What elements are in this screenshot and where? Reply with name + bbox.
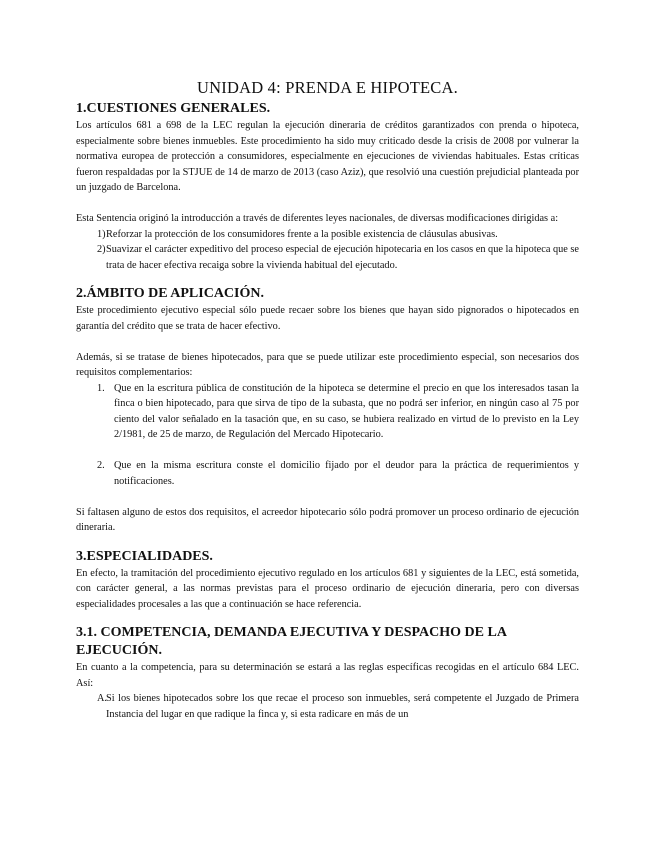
list-marker: A. (97, 693, 108, 704)
list-marker: 2) (97, 244, 106, 255)
document-page (76, 78, 579, 722)
list-item-text: Que en la escritura pública de constitución de la hipoteca se determine el precio en que los interesados tasan la finca o bien hipotecado, para que sirva de tipo de la subasta, que no podrá ser inferior, en ningún caso al 75 por ciento del valor señalado en la tasación que, en su caso, se hubiera realizado en virtud de lo previsto en la Ley 2/1981, de 25 de marzo, de Regulación del Mercado Hipotecario. (114, 382, 579, 440)
list-marker: 1) (97, 228, 106, 240)
paragraph: Este procedimiento ejecutivo especial sólo puede recaer sobre los bienes que hayan sido pignorados o hipotecados en garantía del crédito que se trata de hacer efectivo. (76, 305, 579, 332)
paragraph: En cuanto a la competencia, para su determinación se estará a las reglas específicas recogidas en el artículo 684 LEC. Así: (76, 662, 579, 689)
paragraph: Esta Sentencia originó la introducción a través de diferentes leyes nacionales, de diversas modificaciones dirigidas a: (76, 213, 559, 224)
list-marker: 2. (97, 460, 105, 471)
lettered-list (76, 691, 579, 722)
list-item-text: Suavizar el carácter expeditivo del proceso especial de ejecución hipotecaria en los casos en que la hipoteca que se trata de hacer efectiva recaiga sobre la vivienda habitual del ejecutado. (106, 244, 579, 271)
paragraph: En efecto, la tramitación del procedimiento ejecutivo regulado en los artículos 681 y siguientes de la LEC, está sometida, con carácter general, a las normas previstas para el proceso ordinario de ejecución dineraria, pero con diversas especialidades procesales a las que a continuación se hace referencia. (76, 567, 579, 610)
list-item (76, 242, 579, 273)
numbered-list (76, 227, 579, 274)
paragraph: Si faltasen alguno de estos dos requisitos, el acreedor hipotecario sólo podrá promover un proceso ordinario de ejecución dineraria. (76, 506, 579, 533)
paragraph: Los artículos 681 a 698 de la LEC regulan la ejecución dineraria de créditos garantizados con prenda o hipoteca, especialmente sobre bienes inmuebles. Este procedimiento ha sido muy criticado desde la crisis de 2008 por vulnerar la normativa europea de protección a consumidores, especialmente en ejecuciones de viviendas habituales. Estas críticas fueron respaldadas por la STJUE de 14 de marzo de 2013 (caso Aziz), que resolvió una cuestión prejudicial planteada por un juzgado de Barcelona. (76, 120, 579, 193)
section-heading-especialidades: 3.ESPECIALIDADES. (76, 548, 213, 564)
paragraph: Además, si se tratase de bienes hipotecados, para que se puede utilizar este procedimiento especial, son necesarios dos requisitos complementarios: (76, 351, 579, 378)
list-item-text: Si los bienes hipotecados sobre los que recae el proceso son inmuebles, será competente el Juzgado de Primera Instancia del lugar en que radique la finca y, si esta radicare en más de un (106, 693, 579, 720)
list-item-text: Reforzar la protección de los consumidores frente a la posible existencia de cláusulas abusivas. (106, 228, 498, 240)
list-marker: 1. (97, 382, 105, 394)
list-item-text: Que en la misma escritura conste el domicilio fijado por el deudor para la práctica de requerimientos y notificaciones. (114, 460, 579, 487)
page-title: UNIDAD 4: PRENDA E HIPOTECA. (197, 78, 458, 97)
numbered-list (76, 381, 579, 490)
list-item (76, 381, 579, 443)
list-item (76, 227, 579, 243)
section-heading-ambito: 2.ÁMBITO DE APLICACIÓN. (76, 286, 264, 301)
list-item (76, 691, 579, 722)
list-item (76, 458, 579, 489)
section-heading-cuestiones-generales: 1.CUESTIONES GENERALES. (76, 101, 271, 116)
section-heading-competencia: 3.1. COMPETENCIA, DEMANDA EJECUTIVA Y DESPACHO DE LA EJECUCIÓN. (76, 625, 507, 658)
